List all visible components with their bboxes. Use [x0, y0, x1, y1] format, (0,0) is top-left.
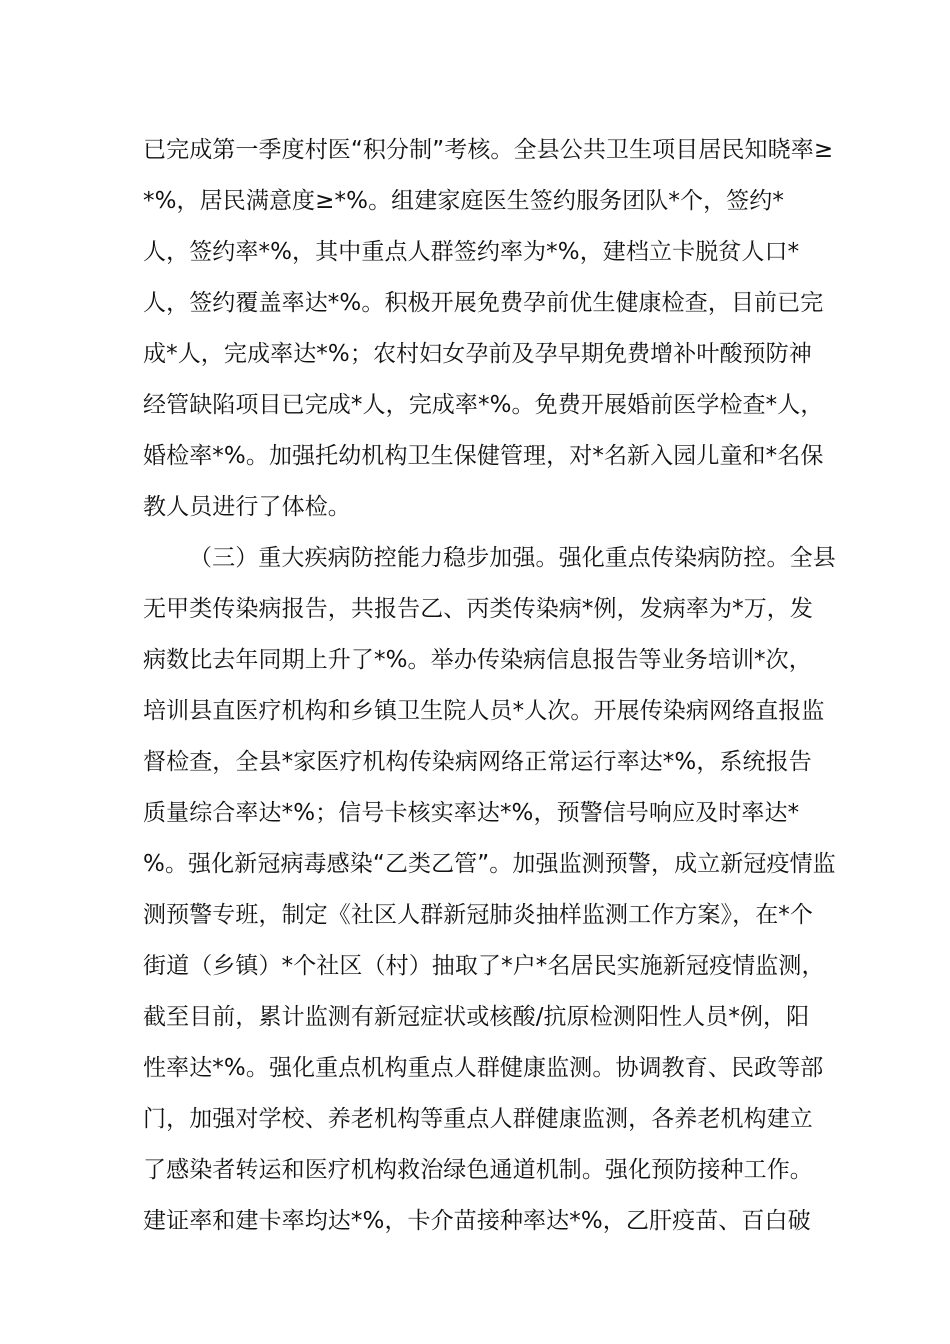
text-line-7: 婚检率*%。加强托幼机构卫生保健管理，对*名新入园儿童和*名保 [143, 443, 824, 469]
section-heading-line: （三）重大疾病防控能力稳步加强。强化重点传染病防控。全县 [189, 545, 836, 571]
text-line-12: 培训县直医疗机构和乡镇卫生院人员*人次。开展传染病网络直报监 [143, 698, 825, 724]
text-line-21: 了感染者转运和医疗机构救治绿色通道机制。强化预防接种工作。 [143, 1157, 813, 1183]
text-line-17: 街道（乡镇）*个社区（村）抽取了*户*名居民实施新冠疫情监测， [143, 953, 825, 979]
text-line-16: 测预警专班，制定《社区人群新冠肺炎抽样监测工作方案》，在*个 [143, 902, 813, 928]
text-line-5: 成*人，完成率达*%；农村妇女孕前及孕早期免费增补叶酸预防神 [143, 341, 812, 367]
text-line-10: 无甲类传染病报告，共报告乙、丙类传染病*例，发病率为*万，发 [143, 596, 813, 622]
document-body [143, 128, 836, 1250]
text-line-14: 质量综合率达*%；信号卡核实率达*%，预警信号响应及时率达* [143, 800, 800, 826]
text-line-19: 性率达*%。强化重点机构重点人群健康监测。协调教育、民政等部 [143, 1055, 824, 1081]
text-line-3: 人，签约率*%，其中重点人群签约率为*%，建档立卡脱贫人口* [143, 239, 800, 265]
text-line-15: %。强化新冠病毒感染“乙类乙管”。加强监测预警，成立新冠疫情监 [143, 851, 836, 877]
text-line-6: 经管缺陷项目已完成*人，完成率*%。免费开展婚前医学检查*人， [143, 392, 824, 418]
text-line-4: 人，签约覆盖率达*%。积极开展免费孕前优生健康检查，目前已完 [143, 290, 824, 316]
text-line-1: 已完成第一季度村医“积分制”考核。全县公共卫生项目居民知晓率≥ [143, 137, 834, 163]
text-line-8: 教人员进行了体检。 [143, 494, 351, 520]
text-line-18: 截至目前，累计监测有新冠症状或核酸/抗原检测阳性人员*例，阳 [143, 1004, 810, 1030]
text-line-22: 建证率和建卡率均达*%，卡介苗接种率达*%，乙肝疫苗、百白破 [143, 1208, 811, 1234]
text-line-20: 门，加强对学校、养老机构等重点人群健康监测，各养老机构建立 [143, 1106, 813, 1132]
text-line-11: 病数比去年同期上升了*%。举办传染病信息报告等业务培训*次， [143, 647, 812, 673]
text-line-13: 督检查，全县*家医疗机构传染病网络正常运行率达*%，系统报告 [143, 749, 812, 775]
text-line-2: *%，居民满意度≥*%。组建家庭医生签约服务团队*个，签约* [143, 188, 784, 214]
